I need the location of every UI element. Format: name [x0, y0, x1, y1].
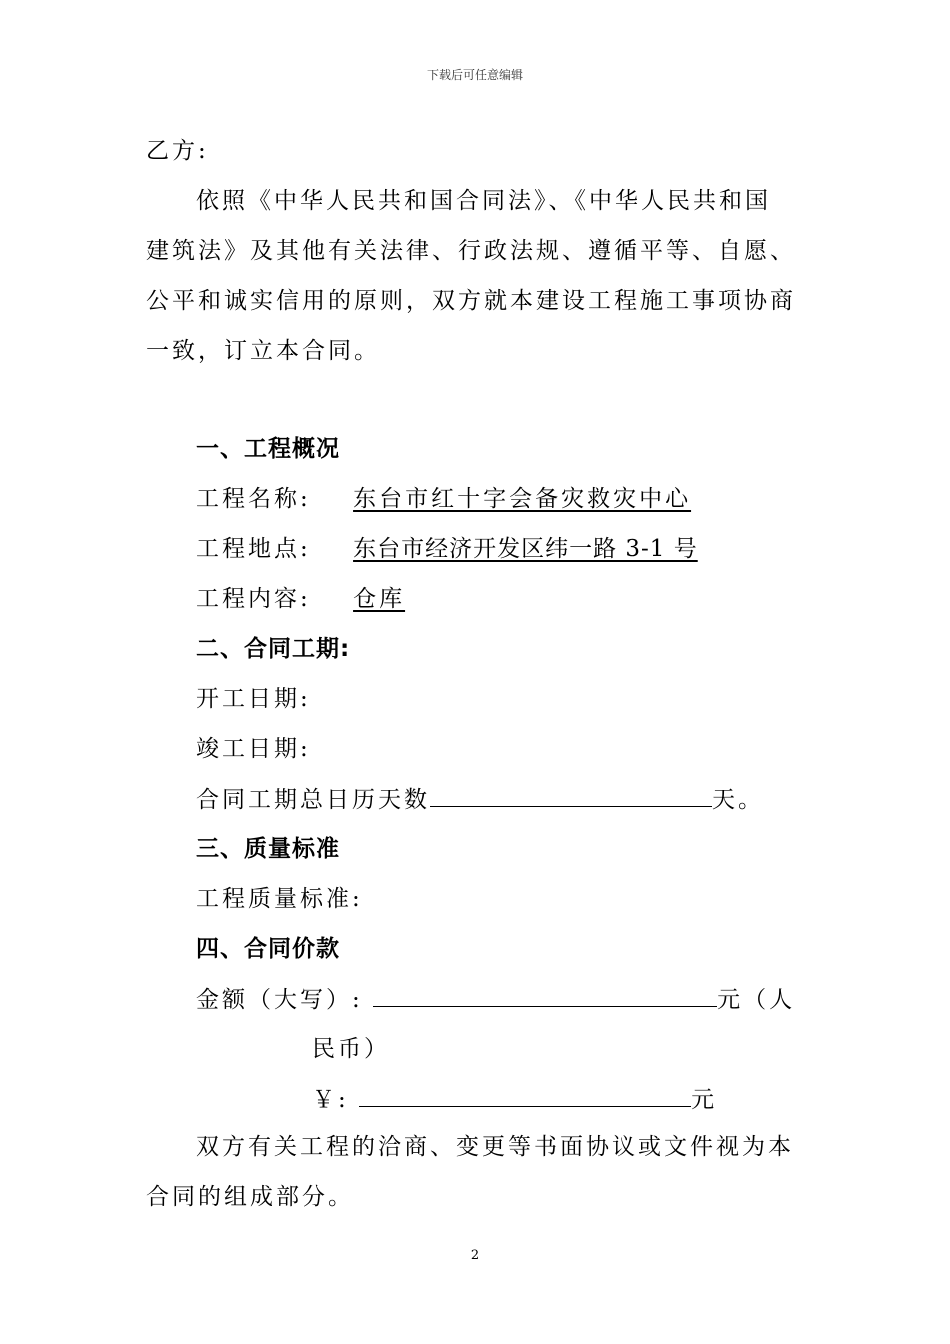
- quality-standard-label: 工程质量标准:: [196, 886, 363, 912]
- total-days-suffix: 天。: [712, 787, 764, 813]
- yen-row: [312, 1084, 717, 1115]
- total-days-label: 合同工期总日历天数: [196, 787, 430, 813]
- total-days-row: [196, 784, 764, 815]
- yen-suffix: 元: [691, 1087, 718, 1113]
- project-content-value: 仓库: [353, 586, 406, 612]
- total-days-blank: [430, 784, 712, 807]
- project-location-value: 东台市经济开发区纬一路 3-1 号: [353, 536, 698, 562]
- section-1-heading: 一、工程概况: [196, 436, 340, 462]
- project-name-row: [196, 484, 691, 514]
- amount-suffix: 元（人: [717, 987, 796, 1013]
- project-location-row: [196, 534, 698, 564]
- section-2-heading: 二、合同工期:: [196, 636, 351, 662]
- intro-line-2: 建筑法》及其他有关法律、行政法规、遵循平等、自愿、: [146, 238, 796, 264]
- page-number: 2: [470, 1248, 480, 1263]
- yen-blank: [359, 1084, 691, 1107]
- intro-line-4: 一致，订立本合同。: [146, 338, 380, 364]
- yen-label: ￥:: [312, 1087, 349, 1113]
- project-location-label: 工程地点:: [196, 536, 311, 562]
- project-content-label: 工程内容:: [196, 586, 311, 612]
- project-name-value: 东台市红十字会备灾救灾中心: [353, 486, 692, 512]
- amount-label: 金额（大写）:: [196, 987, 363, 1013]
- amount-continuation: 民币）: [312, 1036, 390, 1062]
- end-date-label: 竣工日期:: [196, 736, 311, 762]
- project-content-row: [196, 584, 405, 614]
- start-date-label: 开工日期:: [196, 686, 311, 712]
- section-4-heading: 四、合同价款: [196, 936, 340, 962]
- section-3-heading: 三、质量标准: [196, 836, 340, 862]
- project-name-label: 工程名称:: [196, 486, 311, 512]
- amount-row: [196, 984, 795, 1015]
- amount-blank: [373, 984, 717, 1007]
- closing-line-2: 合同的组成部分。: [146, 1184, 354, 1210]
- intro-line-1: 依照《中华人民共和国合同法》、《中华人民共和国: [196, 188, 771, 214]
- party-b-label: 乙方:: [146, 138, 209, 164]
- header-note: 下载后可任意编辑: [426, 68, 523, 82]
- closing-line-1: 双方有关工程的洽商、变更等书面协议或文件视为本: [196, 1134, 794, 1160]
- intro-line-3: 公平和诚实信用的原则，双方就本建设工程施工事项协商: [146, 288, 796, 314]
